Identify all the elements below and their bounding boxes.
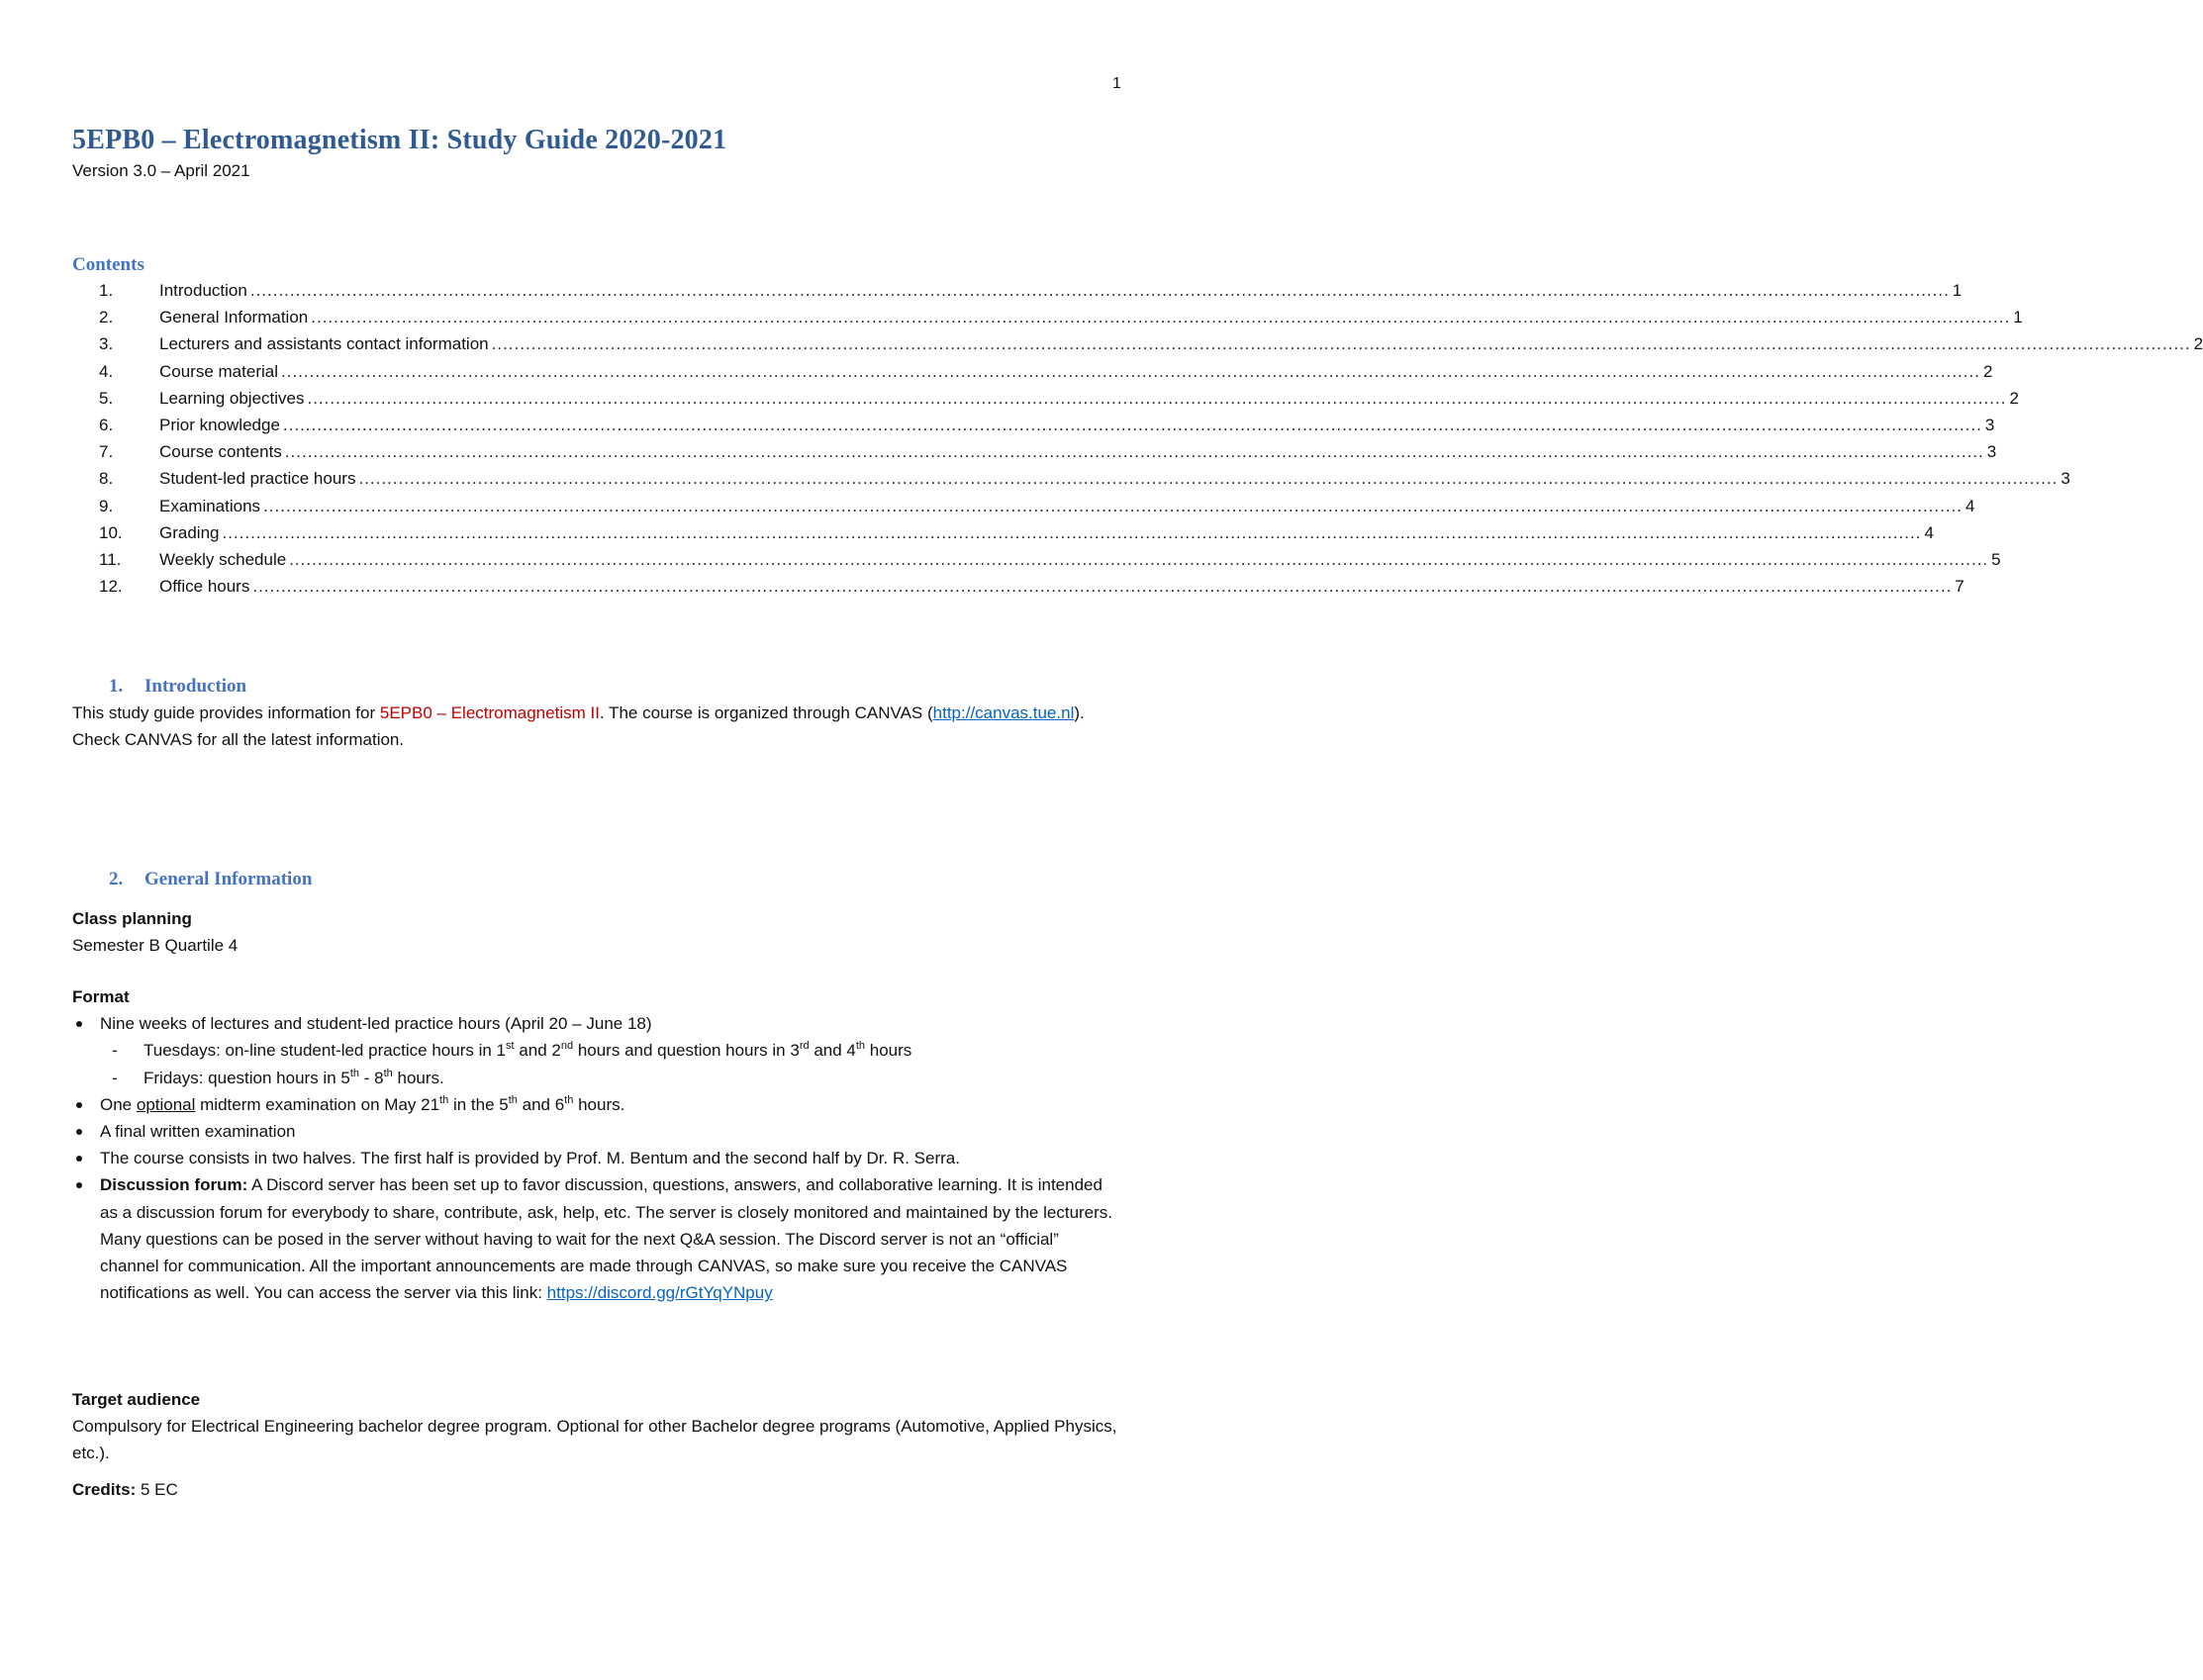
- toc-item-number: 8.: [99, 469, 114, 489]
- toc-item[interactable]: [0, 308, 2023, 334]
- toc-item-page: 4: [1965, 496, 1975, 515]
- section-number: 1.: [109, 676, 124, 697]
- toc-item-label: Grading: [159, 522, 220, 542]
- toc-item-label: Learning objectives: [159, 388, 305, 408]
- toc-item-number: 12.: [99, 577, 123, 597]
- toc-item-number: 10.: [99, 522, 123, 542]
- toc-item-page: 1: [1952, 281, 1963, 300]
- intro-paragraph: [72, 700, 1121, 753]
- toc-item-label: Office hours: [159, 577, 250, 597]
- intro-text: ). Check CANVAS for all the latest information.: [72, 703, 1085, 750]
- toc-item-label: Student-led practice hours: [159, 469, 356, 489]
- toc-item-number: 1.: [99, 281, 114, 300]
- toc-item-number: 5.: [99, 388, 114, 408]
- toc-item-number: 6.: [99, 415, 114, 434]
- section-number: 2.: [109, 869, 124, 889]
- bullet-text: Nine weeks of lectures and student-led practice hours (April 20 – June 18): [100, 1014, 652, 1034]
- discord-link[interactable]: https://discord.gg/rGtYqYNpuy: [546, 1283, 773, 1303]
- toc-item-label: Introduction: [159, 281, 247, 300]
- toc-item[interactable]: [0, 361, 1993, 389]
- toc-item[interactable]: [0, 415, 1995, 442]
- toc-item[interactable]: [0, 522, 1934, 550]
- canvas-link[interactable]: http://canvas.tue.nl: [932, 703, 1075, 722]
- credits-value: 5 EC: [136, 1480, 178, 1499]
- toc-leader-dots: ............................................................................................................................................................................................................................................................................................................: [307, 388, 2007, 408]
- toc-item-number: 2.: [99, 308, 114, 327]
- list-item: - Fridays: question hours in 5th - 8th hours.: [72, 1065, 1121, 1091]
- toc-item-number: 3.: [99, 334, 114, 354]
- section-title: Introduction: [144, 676, 247, 697]
- toc-item-page: 1: [2013, 308, 2023, 327]
- toc-item-number: 11.: [99, 549, 122, 569]
- toc-item[interactable]: [0, 549, 2001, 577]
- document-title: 5EPB0 – Electromagnetism II: Study Guide 2020-2021: [72, 125, 727, 155]
- toc-item[interactable]: [0, 496, 1975, 523]
- format-list: [72, 1010, 1121, 1306]
- toc-leader-dots: ............................................................................................................................................................................................................................................................................................................: [222, 522, 1922, 542]
- list-item: Discussion forum: A Discord server has been set up to favor discussion, questions, answers, and collaborative learning. It is intended as a discussion forum for everybody to share, contribute, ask, help, etc. The server is closely monitored and maintained by the lecturers. Many questions can be posed in the server without having to wait for the next Q&A session. The Discord server is not an “official” channel for communication. All the important announcements are made through CANVAS, so make sure you receive the CANVAS notifications as well. You can access the server via this link: https://discord.gg/rGtYqYNpuy: [72, 1171, 1121, 1306]
- toc-item-label: Course contents: [159, 442, 282, 462]
- list-item: One optional midterm examination on May 21th in the 5th and 6th hours.: [72, 1091, 1121, 1118]
- class-planning: [72, 905, 1121, 959]
- toc-item[interactable]: [0, 469, 2070, 496]
- discussion-forum-label: Discussion forum:: [100, 1175, 248, 1195]
- toc-leader-dots: ............................................................................................................................................................................................................................................................................................................: [252, 577, 1953, 597]
- toc-leader-dots: ............................................................................................................................................................................................................................................................................................................: [284, 442, 1984, 462]
- toc-item-page: 4: [1924, 522, 1934, 542]
- class-planning-value: Semester B Quartile 4: [72, 936, 239, 956]
- credits: [72, 1476, 1121, 1503]
- list-item: The course consists in two halves. The first half is provided by Prof. M. Bentum and the second half by Dr. R. Serra.: [72, 1145, 1121, 1171]
- section-heading-general-information: [109, 869, 312, 890]
- toc-item-number: 9.: [99, 496, 114, 515]
- toc-item[interactable]: [0, 442, 1997, 469]
- toc-item-page: 5: [1991, 549, 2001, 569]
- optional-emphasis: optional: [136, 1094, 196, 1114]
- toc-leader-dots: ............................................................................................................................................................................................................................................................................................................: [249, 281, 1950, 300]
- toc-item-page: 2: [1982, 361, 1993, 381]
- toc-item-page: 3: [2060, 469, 2070, 489]
- intro-text: This study guide provides information for: [72, 703, 380, 722]
- toc-item-number: 4.: [99, 361, 114, 381]
- toc-item-label: Prior knowledge: [159, 415, 280, 434]
- toc-item-label: General Information: [159, 308, 309, 327]
- toc-item-page: 3: [1984, 415, 1995, 434]
- list-item: [72, 1010, 1121, 1091]
- intro-text: . The course is organized through CANVAS (: [599, 703, 933, 722]
- toc-item-label: Lecturers and assistants contact information: [159, 334, 489, 354]
- toc-leader-dots: ............................................................................................................................................................................................................................................................................................................: [281, 361, 1980, 381]
- toc-item-page: 7: [1955, 577, 1964, 597]
- format-section: [72, 983, 1121, 1306]
- section-heading-introduction: [109, 676, 246, 698]
- toc-item-page: 2: [2193, 334, 2203, 354]
- section-title: General Information: [144, 869, 313, 889]
- course-name: 5EPB0 – Electromagnetism II: [379, 703, 600, 722]
- list-item: - Tuesdays: on-line student-led practice hours in 1st and 2nd hours and question hours in 3rd and 4th hours: [72, 1037, 1121, 1064]
- target-audience-label: Target audience: [72, 1390, 201, 1409]
- schedule-sublist: [72, 1037, 1121, 1090]
- toc-item-page: 2: [2009, 388, 2019, 408]
- credits-label: Credits:: [72, 1480, 137, 1499]
- toc-item[interactable]: [0, 577, 1964, 604]
- toc-leader-dots: ............................................................................................................................................................................................................................................................................................................: [282, 415, 1982, 434]
- toc-leader-dots: ............................................................................................................................................................................................................................................................................................................: [491, 334, 2191, 354]
- toc-leader-dots: ............................................................................................................................................................................................................................................................................................................: [358, 469, 2059, 489]
- class-planning-label: Class planning: [72, 909, 192, 928]
- document-version: Version 3.0 – April 2021: [72, 161, 250, 180]
- toc-item-page: 3: [1986, 442, 1997, 462]
- toc-item-label: Course material: [159, 361, 278, 381]
- toc-leader-dots: ............................................................................................................................................................................................................................................................................................................: [289, 549, 1989, 569]
- toc-item[interactable]: [0, 388, 2019, 416]
- contents-heading: Contents: [72, 254, 144, 275]
- toc-leader-dots: ............................................................................................................................................................................................................................................................................................................: [311, 308, 2011, 327]
- toc-item[interactable]: [0, 281, 1963, 308]
- toc-item-label: Weekly schedule: [159, 549, 287, 569]
- table-of-contents: [0, 281, 2203, 604]
- list-item: A final written examination: [72, 1118, 1121, 1145]
- format-label: Format: [72, 987, 130, 1006]
- page-number: 1: [1112, 75, 1121, 92]
- target-audience: [72, 1386, 1121, 1467]
- target-audience-text: Compulsory for Electrical Engineering bachelor degree program. Optional for other Bachelor degree programs (Automotive, Applied Physics, etc.).: [72, 1417, 1117, 1463]
- toc-leader-dots: ............................................................................................................................................................................................................................................................................................................: [263, 496, 1964, 515]
- toc-item-label: Examinations: [159, 496, 261, 515]
- toc-item[interactable]: [0, 334, 2203, 361]
- toc-item-number: 7.: [99, 442, 114, 462]
